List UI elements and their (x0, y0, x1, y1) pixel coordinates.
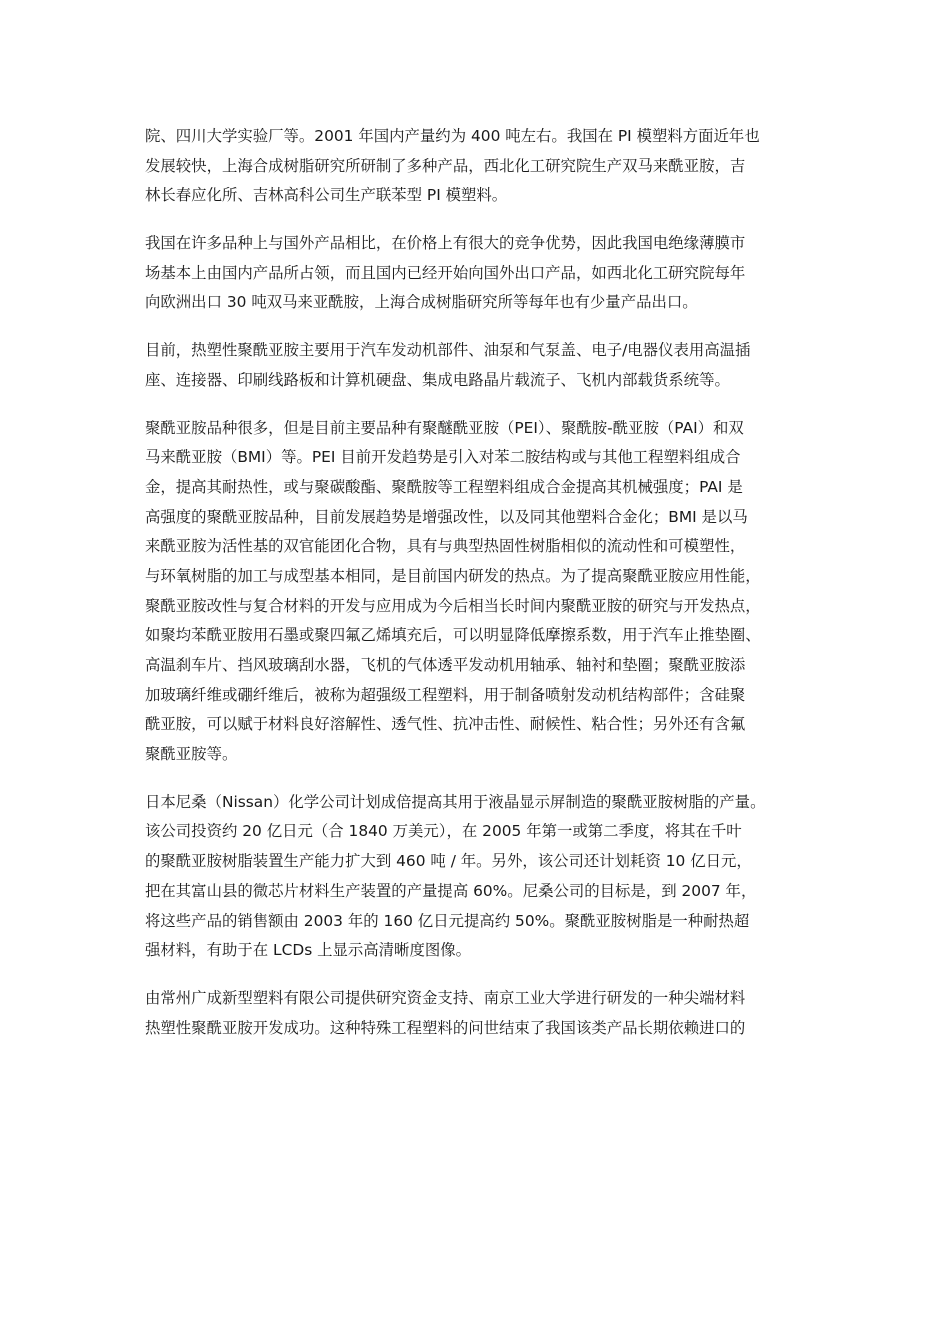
text-line: 我国在许多品种上与国外产品相比，在价格上有很大的竞争优势，因此我国电绝缘薄膜市 (145, 234, 746, 253)
text-line: 该公司投资约 20 亿日元（合 1840 万美元），在 2005 年第一或第二季度，将其在千叶 (145, 822, 742, 841)
text-line: 发展较快，上海合成树脂研究所研制了多种产品，西北化工研究院生产双马来酰亚胺，吉 (145, 156, 746, 175)
text-line: 热塑性聚酰亚胺开发成功。这种特殊工程塑料的问世结束了我国该类产品长期依赖进口的 (145, 1018, 746, 1037)
paragraph-price-advantage (145, 229, 810, 318)
text-line: 的聚酰亚胺树脂装置生产能力扩大到 460 吨 / 年。另外，该公司还计划耗资 10 亿日元， (145, 852, 752, 871)
text-line: 林长春应化所、吉林高科公司生产联苯型 PI 模塑料。 (145, 186, 508, 205)
text-line: 院、四川大学实验厂等。2001 年国内产量约为 400 吨左右。我国在 PI 模塑料方面近年也 (145, 127, 760, 145)
paragraph-changzhou (145, 984, 810, 1043)
text-line: 加玻璃纤维或硼纤维后，被称为超强级工程塑料，用于制备喷射发动机结构部件；含硅聚 (145, 685, 746, 704)
text-line: 来酰亚胺为活性基的双官能团化合物，具有与典型热固性树脂相似的流动性和可模塑性， (145, 537, 746, 556)
paragraph-polyimide-varieties (145, 414, 810, 770)
text-line: 与环氧树脂的加工与成型基本相同，是目前国内研发的热点。为了提高聚酰亚胺应用性能， (145, 566, 761, 585)
text-line: 马来酰亚胺（BMI）等。PEI 目前开发趋势是引入对苯二胺结构或与其他工程塑料组成合 (145, 448, 741, 467)
text-line: 金，提高其耐热性，或与聚碳酸酯、聚酰胺等工程塑料组成合金提高其机械强度；PAI 是 (145, 477, 743, 496)
text-line: 把在其富山县的微芯片材料生产装置的产量提高 60%。尼桑公司的目标是，到 2007 年， (145, 881, 757, 900)
paragraph-nissan (145, 788, 810, 966)
document-body (145, 122, 810, 1061)
text-line: 场基本上由国内产品所占领，而且国内已经开始向国外出口产品，如西北化工研究院每年 (145, 263, 746, 282)
text-line: 强材料，有助于在 LCDs 上显示高清晰度图像。 (145, 941, 472, 960)
paragraph-pi-production (145, 122, 810, 211)
text-line: 将这些产品的销售额由 2003 年的 160 亿日元提高约 50%。聚酰亚胺树脂是一种耐热超 (145, 911, 750, 930)
text-line: 日本尼桑（Nissan）化学公司计划成倍提高其用于液晶显示屏制造的聚酰亚胺树脂的产量。 (145, 792, 766, 811)
text-line: 座、连接器、印刷线路板和计算机硬盘、集成电路晶片载流子、飞机内部载货系统等。 (145, 370, 730, 389)
text-line: 向欧洲出口 30 吨双马来亚酰胺，上海合成树脂研究所等每年也有少量产品出口。 (145, 293, 698, 312)
text-line: 高温刹车片、挡风玻璃刮水器，飞机的气体透平发动机用轴承、轴衬和垫圈；聚酰亚胺添 (145, 656, 746, 674)
text-line: 目前，热塑性聚酰亚胺主要用于汽车发动机部件、油泵和气泵盖、电子/电器仪表用高温插 (145, 341, 751, 360)
text-line: 由常州广成新型塑料有限公司提供研究资金支持、南京工业大学进行研发的一种尖端材料 (145, 988, 746, 1007)
text-line: 如聚均苯酰亚胺用石墨或聚四氟乙烯填充后，可以明显降低摩擦系数，用于汽车止推垫圈、 (145, 626, 761, 645)
text-line: 酰亚胺，可以赋于材料良好溶解性、透气性、抗冲击性、耐候性、粘合性；另外还有含氟 (145, 715, 746, 734)
text-line: 聚酰亚胺改性与复合材料的开发与应用成为今后相当长时间内聚酰亚胺的研究与开发热点， (145, 596, 761, 615)
paragraph-thermoplastic-uses (145, 336, 810, 395)
text-line: 聚酰亚胺等。 (145, 745, 238, 764)
text-line: 高强度的聚酰亚胺品种，目前发展趋势是增强改性，以及同其他塑料合金化；BMI 是以马 (145, 507, 748, 526)
text-line: 聚酰亚胺品种很多，但是目前主要品种有聚醚酰亚胺（PEI）、聚酰胺-酰亚胺（PAI）和双 (145, 418, 744, 437)
